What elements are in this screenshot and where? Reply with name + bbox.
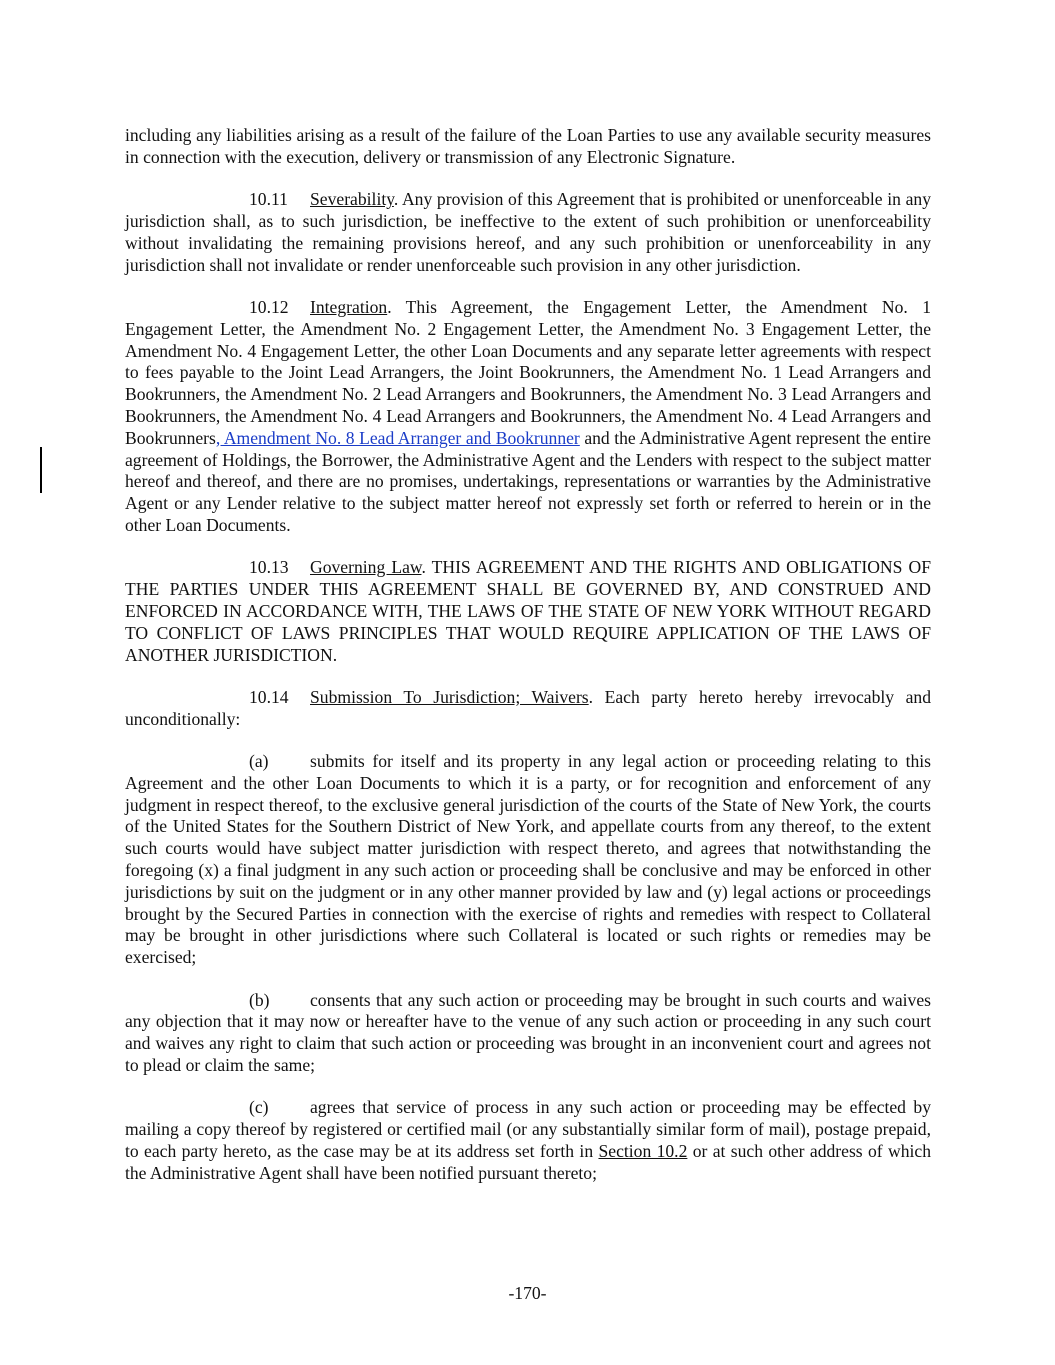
clause-label: (b) (249, 989, 270, 1010)
change-bar (40, 447, 42, 493)
clause-body: consents that any such action or proceeding may be brought in such courts and waives any objection that it may now or hereafter have to the venue of any such action or proceeding in any such court and waives any right to claim that such action or proceeding was brought in an inconvenient court and agrees not to plead or claim the same; (125, 989, 931, 1076)
clause-a (125, 751, 931, 969)
section-body: . THIS AGREEMENT AND THE RIGHTS AND OBLIGATIONS OF THE PARTIES UNDER THIS AGREEMENT SHALL BE GOVERNED BY, AND CONSTRUED AND ENFORCED IN ACCORDANCE WITH, THE LAWS OF THE STATE OF NEW YORK WITHOUT REGARD TO CONFLICT OF LAWS PRINCIPLES THAT WOULD REQUIRE APPLICATION OF THE LAWS OF ANOTHER JURISDICTION. (125, 557, 931, 665)
section-number: 10.12 (249, 296, 289, 317)
document-page (125, 125, 931, 1205)
section-number: 10.11 (249, 189, 288, 210)
clause-c (125, 1097, 931, 1184)
section-10-13 (125, 557, 931, 666)
inserted-text-link[interactable]: , Amendment No. 8 Lead Arranger and Bookrunner (215, 427, 580, 448)
intro-paragraph (125, 125, 931, 169)
clause-body: submits for itself and its property in any legal action or proceeding relating to this Agreement and the other Loan Documents to which it is a party, or for recognition and enforcement of any judgment in respect thereof, to the exclusive general jurisdiction of the courts of the State of New York, the courts of the United States for the Southern District of New York, and appellate courts from any thereof, to the extent such courts would have subject matter jurisdiction with respect thereto, and agrees that notwithstanding the foregoing (x) a final judgment in any such action or proceeding shall be conclusive and may be enforced in other jurisdictions by suit on the judgment or in any other manner provided by law and (y) legal actions or proceedings brought by the Secured Parties in connection with the exercise of rights and remedies with respect to Collateral may be brought in other jurisdictions where such Collateral is located or such rights or remedies may be exercised; (125, 751, 931, 968)
section-body-continued: and the Administrative Agent represent the entire agreement of Holdings, the Borrower, the Administrative Agent and the Lenders with respect to the subject matter hereof and thereof, and there are no promises, undertakings, representations or warranties by the Administrative Agent or any Lender relative to the subject matter hereof not expressly set forth or referred to herein or in the other Loan Documents. (125, 427, 931, 535)
section-heading: Integration (310, 296, 388, 317)
clause-body-continued: or at such other address of which the Administrative Agent shall have been notified pursuant thereto; (125, 1141, 931, 1183)
page-number: -170- (508, 1283, 547, 1303)
section-number: 10.14 (249, 686, 289, 707)
section-10-12 (125, 297, 931, 537)
clause-b (125, 990, 931, 1077)
section-10-14 (125, 687, 931, 731)
section-10-11 (125, 189, 931, 276)
section-heading: Severability (310, 189, 394, 210)
clause-label: (c) (249, 1097, 269, 1118)
clause-body: agrees that service of process in any such action or proceeding may be effected by mailing a copy thereof by registered or certified mail (or any substantially similar form of mail), postage prepaid, to each party hereto, as the case may be at its address set forth in (125, 1097, 931, 1162)
section-heading: Governing Law (310, 557, 422, 578)
section-number: 10.13 (249, 557, 289, 578)
section-heading: Submission To Jurisdiction; Waivers (310, 686, 589, 707)
section-reference: Section 10.2 (598, 1141, 688, 1162)
section-body: . This Agreement, the Engagement Letter, the Amendment No. 1 Engagement Letter, the Amendment No. 2 Engagement Letter, the Amendment No. 3 Engagement Letter, the Amendment No. 4 Engagement Letter, the other Loan Documents and any separate letter agreements with respect to fees payable to the Joint Lead Arrangers, the Joint Bookrunners, the Amendment No. 1 Lead Arrangers and Bookrunners, the Amendment No. 2 Lead Arrangers and Bookrunners, the Amendment No. 3 Lead Arrangers and Bookrunners, the Amendment No. 4 Lead Arrangers and Bookrunners, the Amendment No. 4 Lead Arrangers and Bookrunners (125, 296, 931, 448)
intro-text: including any liabilities arising as a result of the failure of the Loan Parties to use any available security measures in connection with the execution, delivery or transmission of any Electronic Signature. (125, 125, 931, 167)
section-body: . Each party hereto hereby irrevocably and unconditionally: (125, 686, 931, 729)
section-body: . Any provision of this Agreement that is prohibited or unenforceable in any jurisdiction shall, as to such jurisdiction, be ineffective to the extent of such prohibition or unenforceability without invalidating the remaining provisions hereof, and any such prohibition or unenforceability in any jurisdiction shall not invalidate or render unenforceable such provision in any other jurisdiction. (125, 189, 931, 275)
clause-label: (a) (249, 751, 269, 772)
